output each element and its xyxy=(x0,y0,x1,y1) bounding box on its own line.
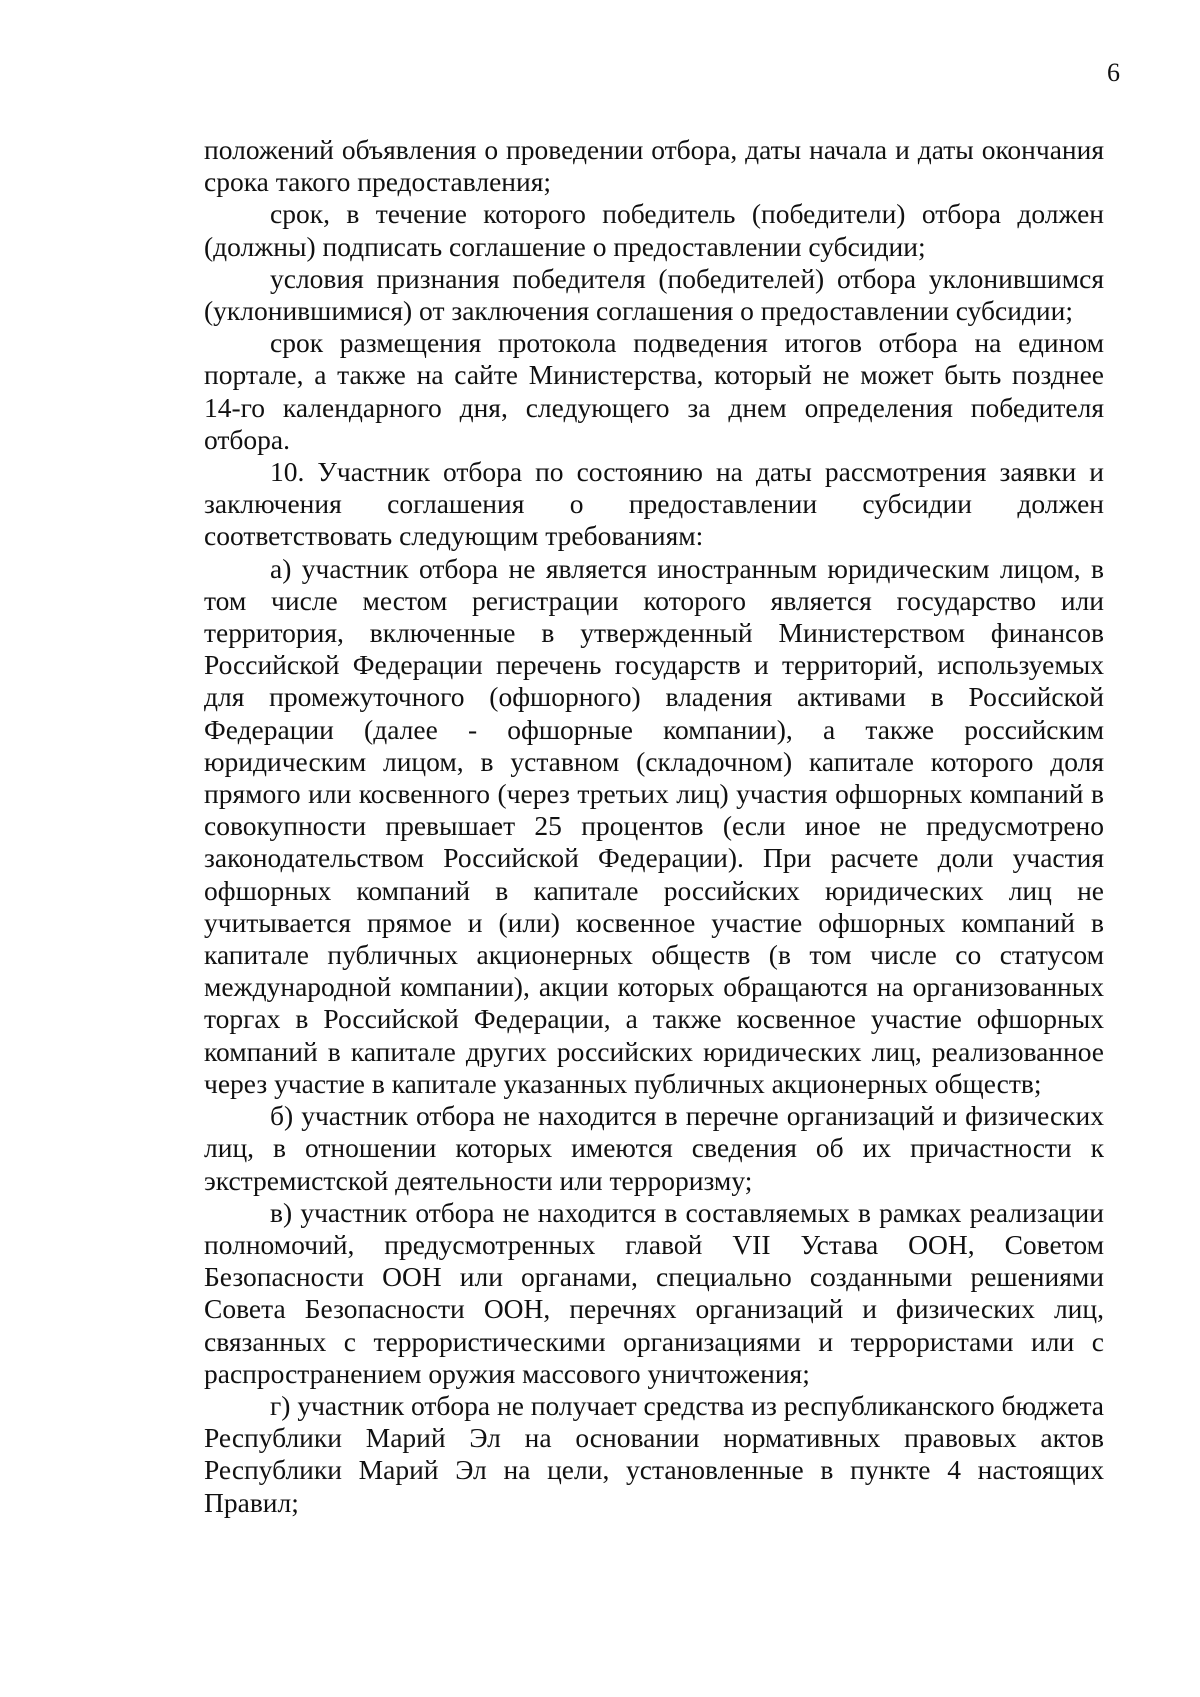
paragraph-subitem-v: в) участник отбора не находится в составляемых в рамках реализации полномочий, предусмотренных главой VII Устава ООН, Советом Безопасности ООН или органами, специально созданными решениями Совета Безопасности ООН, перечнях организаций и физических лиц, связанных с террористическими организациями и террористами или с распространением оружия массового уничтожения; xyxy=(204,1196,1104,1389)
paragraph-protocol-deadline: срок размещения протокола подведения итогов отбора на едином портале, а также на сайте Министерства, который не может быть позднее 14-го календарного дня, следующего за днем определения победителя отбора. xyxy=(204,327,1104,455)
paragraph-evasion-conditions: условия признания победителя (победителей) отбора уклонившимся (уклонившимися) от заключения соглашения о предоставлении субсидии; xyxy=(204,262,1104,327)
page-number: 6 xyxy=(1107,58,1120,87)
paragraph-subitem-g: г) участник отбора не получает средства из республиканского бюджета Республики Марий Эл на основании нормативных правовых актов Республики Марий Эл на цели, установленные в пункте 4 настоящих Правил; xyxy=(204,1389,1104,1518)
paragraph-subitem-b: б) участник отбора не находится в перечне организаций и физических лиц, в отношении которых имеются сведения об их причастности к экстремистской деятельности или терроризму; xyxy=(204,1100,1104,1196)
paragraph-signing-deadline: срок, в течение которого победитель (победители) отбора должен (должны) подписать соглашение о предоставлении субсидии; xyxy=(204,198,1104,262)
paragraph-continuation: положений объявления о проведении отбора, даты начала и даты окончания срока такого предоставления; xyxy=(204,134,1104,198)
document-body xyxy=(204,134,1104,1519)
paragraph-subitem-a: а) участник отбора не является иностранным юридическим лицом, в том числе местом регистрации которого является государство или территория, включенные в утвержденный Министерством финансов Российской Федерации перечень государств и территорий, используемых для промежуточного (офшорного) владения активами в Российской Федерации (далее - офшорные компании), а также российским юридическим лицом, в уставном (складочном) капитале которого доля прямого или косвенного (через третьих лиц) участия офшорных компаний в совокупности превышает 25 процентов (если иное не предусмотрено законодательством Российской Федерации). При расчете доли участия офшорных компаний в капитале российских юридических лиц не учитывается прямое и (или) косвенное участие офшорных компаний в капитале публичных акционерных обществ (в том числе со статусом международной компании), акции которых обращаются на организованных торгах в Российской Федерации, а также косвенное участие офшорных компаний в капитале других российских юридических лиц, реализованное через участие в капитале указанных публичных акционерных обществ; xyxy=(204,552,1104,1099)
paragraph-item-10: 10. Участник отбора по состоянию на даты рассмотрения заявки и заключения соглашения о предоставлении субсидии должен соответствовать следующим требованиям: xyxy=(204,456,1104,552)
